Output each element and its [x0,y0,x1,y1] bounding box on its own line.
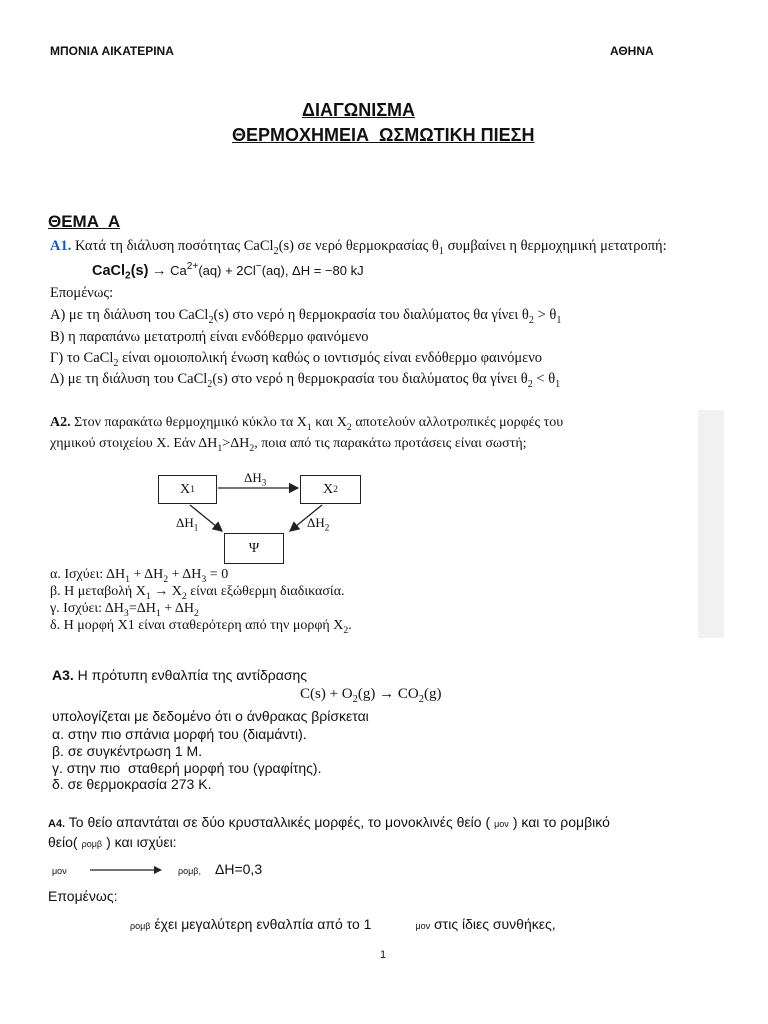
a1-opt-c-text-2: είναι ομοιοπολική ένωση καθώς ο ιοντισμός είναι ενδόθερμο φαινόμενο [118,350,543,366]
a2-text-4: χημικού στοιχείου Χ. Εάν ΔΗ [50,436,218,451]
a2-text-3: αποτελούν αλλοτροπικές μορφές του [351,415,564,430]
a2-label: Α2. [50,415,71,430]
a2-text-2: και X [311,415,347,430]
a1-opt-d-text-3: < θ [532,371,556,387]
a1-intro-text-2: (s) σε νερό θερμοκρασίας θ [278,238,439,254]
a3-option-b: β. σε συγκέντρωση 1 Μ. [52,743,203,759]
label-dh1: $\Delta H_1$ [176,515,199,533]
a2-text-5: >ΔΗ [222,436,250,451]
a2-question-line-2: χημικού στοιχείου Χ. Εάν $\Delta H_1>\Delta H_2$, ποια από τις παρακάτω προτάσεις είναι σωστή; [50,436,527,454]
a3-label: Α3. [52,667,74,683]
a4-question-line-1: Α4. Το θείο απαντάται σε δύο κρυσταλλικές μορφές, το μονοκλινές θείο ( μον ) και το ρομβικό [48,814,610,830]
a4-eq-right: ρομβ, [178,866,201,876]
exam-subtitle: ΘΕΡΜΟΧΗΜΕΙΑ ΩΣΜΩΤΙΚΗ ΠΙΕΣΗ [232,125,535,145]
a1-equation: CaCl$_2$(s) → $Ca^{2+}(aq) + 2Cl^-(aq)$, ΔH = −80 kJ [92,261,364,282]
a1-opt-a-text-2: (s) στο νερό η θερμοκρασία του διαλύματος θα γίνει θ [213,307,529,323]
a1-opt-d-text: Δ) με τη διάλυση του CaCl [50,371,208,387]
a1-opt-d-text-2: (s) στο νερό η θερμοκρασία του διαλύματος θα γίνει θ [212,371,528,387]
a4-statement: ρομβ έχει μεγαλύτερη ενθαλπία από το 1 μον στις ίδιες συνθήκες, [130,916,556,932]
a3-text: Η πρότυπη ενθαλπία της αντίδρασης [73,667,308,683]
a1-eq-enthalpy: (aq), ΔH = −80 kJ [261,262,364,278]
a1-eq-product-2: (aq) + 2Cl [198,262,256,278]
a1-intro-text-3: συμβαίνει η θερμοχημική μετατροπή: [443,238,667,254]
a1-eq-product: Ca [170,262,187,278]
a2-option-a: α. Ισχύει: $\Delta H_1 + \Delta H_2 + \Delta H_3 = 0$ [50,567,229,585]
a3-text-2: υπολογίζεται με δεδομένο ότι ο άνθρακας βρίσκεται [52,708,369,724]
a3-option-d: δ. σε θερμοκρασία 273 Κ. [52,776,212,792]
a1-intro-text: Κατά τη διάλυση ποσότητας CaCl [71,238,274,254]
exam-title: ΔΙΑΓΩΝΙΣΜΑ [302,100,415,120]
a1-eq-reactant: CaCl [92,262,126,279]
author-name: ΜΠΟΝΙΑ ΑΙΚΑΤΕΡΙΝΑ [50,44,174,58]
cycle-box-psi: Ψ [224,533,284,564]
a1-option-c: Γ) το CaCl$_2$ είναι ομοιοπολική ένωση καθώς ο ιοντισμός είναι ενδόθερμο φαινόμενο [50,350,543,369]
cycle-box-x2: X 2 [300,475,361,504]
section-a-heading: ΘΕΜΑ Α [48,212,121,231]
a1-option-b: Β) η παραπάνω μετατροπή είναι ενδόθερμο φαινόμενο [50,329,369,345]
a1-option-a: Α) με τη διάλυση του CaCl$_2$(s) στο νερό η θερμοκρασία του διαλύματος θα γίνει $\theta_2 > \theta_1$ [50,307,562,326]
a4-label: Α4. [48,818,66,830]
page-number: 1 [380,949,387,961]
a4-reaction-arrow [88,864,164,876]
a1-opt-a-text: Α) με τη διάλυση του CaCl [50,307,209,323]
label-dh2: $\Delta H_2$ [307,515,330,533]
a2-option-c: γ. Ισχύει: $\Delta H_3=\Delta H_1 + \Delta H_2$ [50,601,199,619]
label-dh3: $\Delta H_3$ [244,470,267,488]
a1-option-d: Δ) με τη διάλυση του CaCl$_2$(s) στο νερό η θερμοκρασία του διαλύματος θα γίνει $\theta_2 < \theta_1$ [50,371,561,390]
a4-therefore: Επομένως: [48,888,118,904]
a3-equation: $C(s) + O_2(g) \to CO_2(g)$ [300,686,442,705]
a3-option-a: α. στην πιο σπάνια μορφή του (διαμάντι). [52,726,307,742]
a4-question-line-2: θείο( ρομβ ) και ισχύει: [48,834,177,850]
a2-question-line-1: Α2. Στον παρακάτω θερμοχημικό κύκλο τα $X_1$ και $X_2$ αποτελούν αλλοτροπικές μορφές του [50,415,564,433]
scan-edge-shadow [698,410,724,638]
a1-question: Α1. Κατά τη διάλυση ποσότητας CaCl$_2$(s) σε νερό θερμοκρασίας $\theta_1$ συμβαίνει η θερμοχημική μετατροπή: [50,238,667,257]
city-name: ΑΘΗΝΑ [610,44,654,58]
a1-opt-c-text: Γ) το CaCl [50,350,114,366]
a3-question [52,667,307,683]
a1-eq-state: (s) [130,262,149,279]
cycle-box-x1: X 1 [158,475,217,504]
a1-label: Α1. [50,238,72,254]
a2-text-6: , ποια από τις παρακάτω προτάσεις είναι σωστή; [254,436,527,451]
a4-eq-left: μον [52,866,67,876]
a1-opt-a-text-3: > θ [533,307,557,323]
a2-text-1: Στον παρακάτω θερμοχημικό κύκλο τα X [70,415,307,430]
a4-eq-enthalpy: ΔΗ=0,3 [215,861,263,877]
a2-option-b: β. Η μεταβολή $X_1 \to X_2$ είναι εξώθερμη διαδικασία. [50,584,345,602]
a3-option-c: γ. στην πιο σταθερή μορφή του (γραφίτης). [52,760,322,776]
a1-therefore: Επομένως: [50,285,114,301]
a2-option-d: δ. Η μορφή X1 είναι σταθερότερη από την μορφή $X_2$. [50,618,352,636]
